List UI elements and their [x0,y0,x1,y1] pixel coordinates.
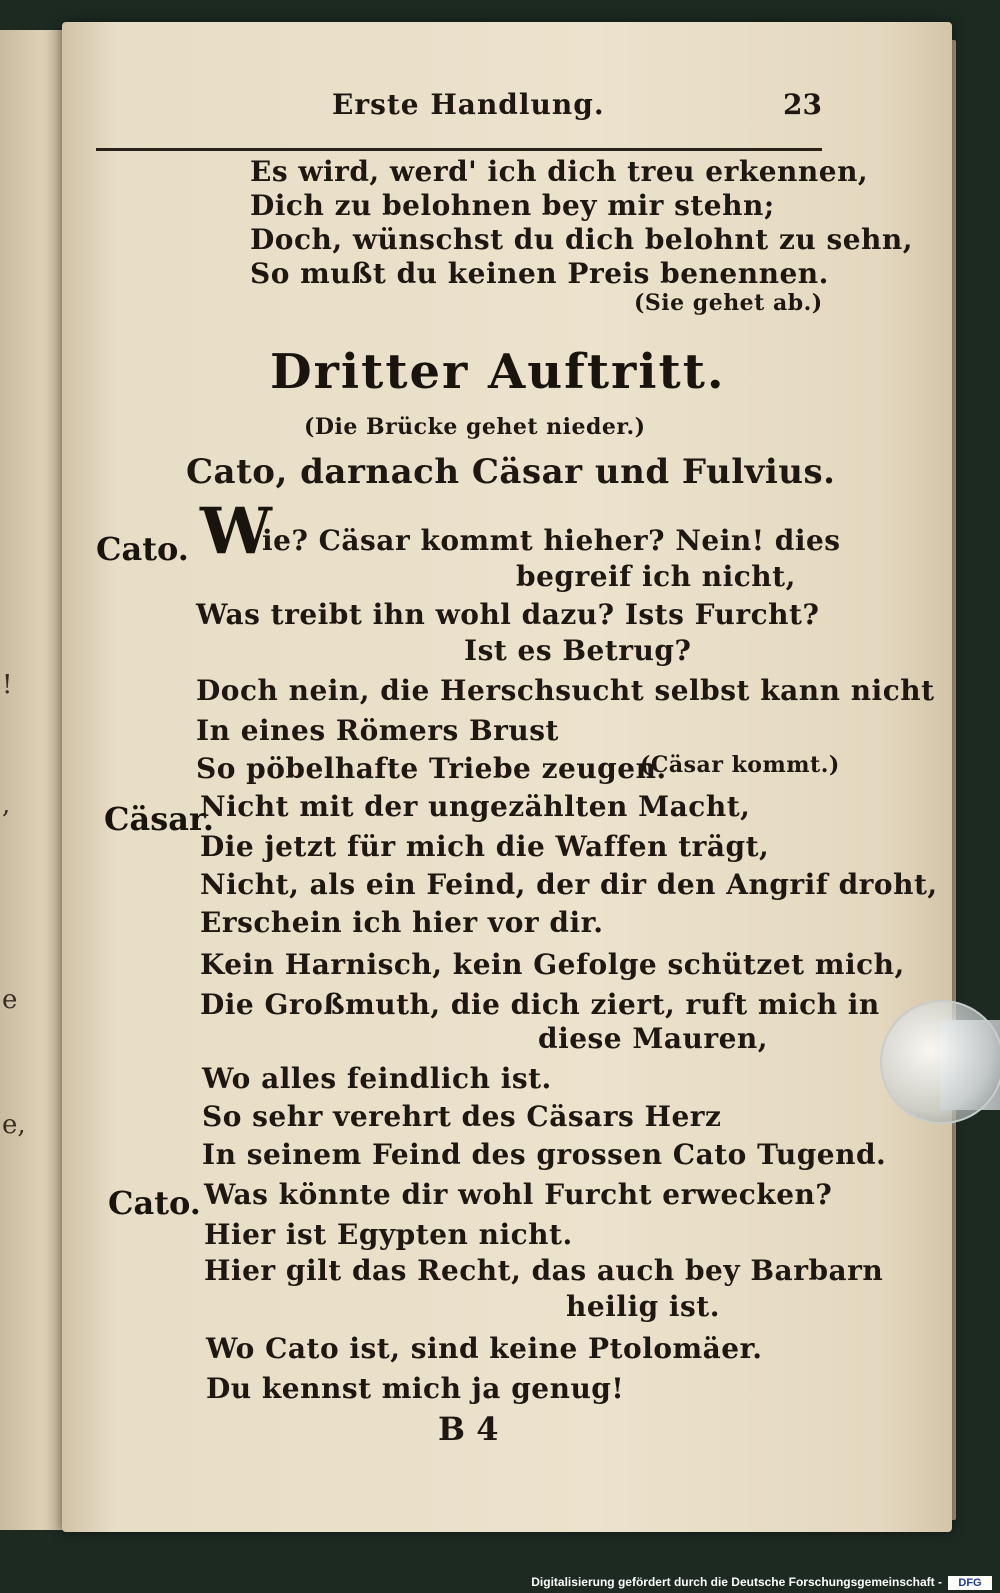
left-fragment: e, [2,1110,26,1140]
verse-line: Es wird, werd' ich dich treu erkennen, [250,155,869,188]
drop-capital: W [200,494,272,569]
verse-line: Dich zu belohnen bey mir stehn; [250,189,775,222]
speech-line: So sehr verehrt des Cäsars Herz [202,1100,722,1133]
speech-line: Was treibt ihn wohl dazu? Ists Furcht? [196,598,820,631]
stage-direction-exit: (Sie gehet ab.) [634,290,823,316]
magnifier-lens [880,1000,1000,1124]
speaker-cato: Cato. [96,530,189,568]
running-header [96,88,822,151]
signature-mark: B 4 [438,1410,499,1448]
verse-line: Doch, wünschst du dich belohnt zu sehn, [250,223,913,256]
previous-page-edge [0,30,70,1530]
speech-line: ie? Cäsar kommt hieher? Nein! dies [262,524,841,557]
speech-line: Wo Cato ist, sind keine Ptolomäer. [206,1332,763,1365]
speech-line: Nicht mit der ungezählten Macht, [200,790,751,823]
scene-characters: Cato, darnach Cäsar und Fulvius. [186,452,836,492]
speech-line: Du kennst mich ja genug! [206,1372,625,1405]
speech-line: So pöbelhafte Triebe zeugen. [196,752,667,785]
speech-line: In seinem Feind des grossen Cato Tugend. [202,1138,887,1171]
speech-line: Hier ist Egypten nicht. [204,1218,573,1251]
page-number: 23 [783,88,822,121]
speech-line: Wo alles feindlich ist. [202,1062,552,1095]
left-fragment: ! [2,670,13,700]
scene-stage-direction: (Die Brücke gehet nieder.) [304,414,646,440]
dfg-logo: DFG [948,1576,992,1590]
speech-line: Nicht, als ein Feind, der dir den Angrif droht, [200,868,938,901]
speech-line: In eines Römers Brust [196,714,559,747]
footer-credit: Digitalisierung gefördert durch die Deutsche Forschungsgemeinschaft - [531,1575,942,1589]
left-fragment: , [2,790,11,820]
speech-line: Die Großmuth, die dich ziert, ruft mich in [200,988,880,1021]
speech-line: diese Mauren, [538,1022,769,1055]
speaker-caesar: Cäsar. [104,800,215,838]
stage-direction: (Cäsar kommt.) [640,752,840,778]
speech-line: Doch nein, die Herschsucht selbst kann nicht [196,674,935,707]
footer-bar [0,1571,1000,1593]
speech-line: Erschein ich hier vor dir. [200,906,604,939]
speech-line: begreif ich nicht, [516,560,796,593]
speech-line: Die jetzt für mich die Waffen trägt, [200,830,770,863]
speech-line: Hier gilt das Recht, das auch bey Barbarn [204,1254,884,1287]
verse-line: So mußt du keinen Preis benennen. [250,257,829,290]
left-fragment: e [2,985,18,1015]
speech-line: Was könnte dir wohl Furcht erwecken? [204,1178,833,1211]
running-title: Erste Handlung. [332,88,605,121]
scene-title: Dritter Auftritt. [270,344,726,400]
speaker-cato: Cato. [108,1184,201,1222]
speech-line: heilig ist. [566,1290,720,1323]
speech-line: Ist es Betrug? [464,634,692,667]
speech-line: Kein Harnisch, kein Gefolge schützet mich, [200,948,905,981]
